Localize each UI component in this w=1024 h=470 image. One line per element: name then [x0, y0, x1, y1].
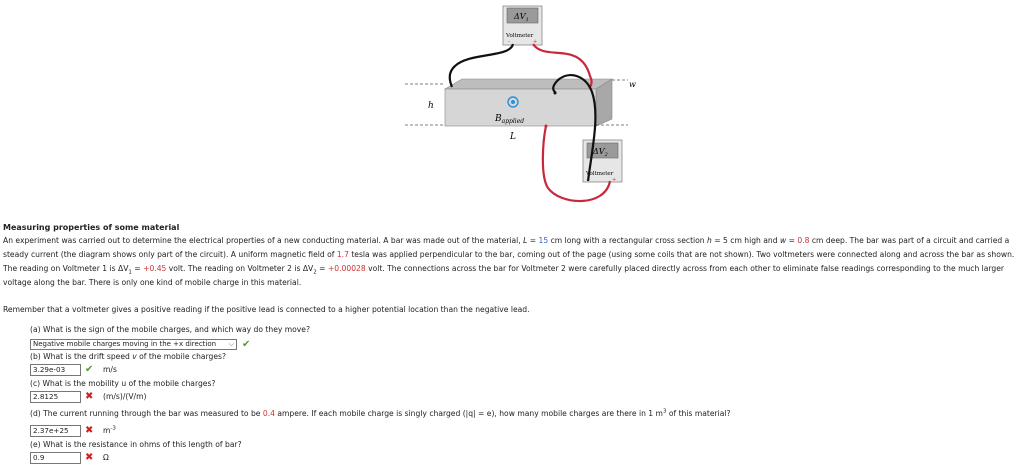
answer-e-input[interactable]: 0.9: [30, 452, 81, 464]
h-label: h: [428, 101, 434, 111]
check-icon: ✔: [242, 339, 251, 350]
answer-b-input[interactable]: 3.29e-03: [30, 364, 81, 376]
answer-b-unit: m/s: [103, 365, 117, 374]
w-label: w: [629, 80, 636, 89]
problem-title: Measuring properties of some material: [3, 223, 180, 232]
voltmeter-1-reading: $\Delta V_1$: [514, 12, 529, 23]
cross-icon: ✖: [85, 425, 94, 436]
question-b: (b) What is the drift speed v of the mobile charges?: [30, 352, 227, 361]
question-e: (e) What is the resistance in ohms of this length of bar?: [30, 440, 242, 449]
svg-text:+: +: [612, 177, 617, 183]
b-field-dot: [511, 100, 515, 104]
L-label: L: [510, 132, 516, 142]
svg-text:+: +: [533, 39, 538, 45]
answer-d-input[interactable]: 2.37e+25: [30, 425, 81, 437]
remember-note: Remember that a voltmeter gives a positive reading if the positive lead is connected to a higher potential location than the negative lead.: [3, 305, 530, 314]
check-icon: ✔: [85, 364, 94, 375]
voltmeter-1-caption: Voltmeter: [506, 33, 534, 39]
cross-icon: ✖: [85, 452, 94, 463]
voltmeter-2-caption: Voltmeter: [586, 171, 614, 177]
voltmeter-2-reading: $\Delta V_2$: [593, 147, 608, 158]
problem-description: An experiment was carried out to determine the electrical properties of a new conducting material. A bar was made out of the material, L = 15 cm long with a rectangular cross section h = 5 cm high and w = 0.8 cm deep. The bar was part of a circuit and carried a steady current (the diagram shows only part of the circuit). A uniform magnetic field of 1.7 tesla was applied perpendicular to the bar, coming out of the page (using some coils that are not shown). Two voltmeters were connected along and across the bar as shown. The reading on Voltmeter 1 is $\Delta V_1 = +0.45$ volt. The reading on Voltmeter 2 is $\Delta V_2 = +0.00028$ volt. The connections across the bar for Voltmeter 2 were carefully placed directly across from each other to eliminate false readings corresponding to the much larger voltage along the bar. There is only one kind of mobile charge in this material.: [3, 236, 1015, 287]
cross-icon: ✖: [85, 391, 94, 402]
question-d: (d) The current running through the bar was measured to be 0.4 ampere. If each mobile charge is singly charged (|q| = e), how many mobile charges are there in 1 $m^3$ of this material?: [30, 408, 731, 418]
svg-text:-: -: [588, 177, 590, 183]
answer-d-unit: $m^{-3}$: [103, 425, 116, 435]
question-a: (a) What is the sign of the mobile charges, and which way do they move?: [30, 325, 311, 334]
bar-voltmeter-diagram: [0, 0, 1024, 215]
svg-text:-: -: [508, 39, 510, 45]
answer-c-input[interactable]: 2.8125: [30, 391, 81, 403]
b-label: $B_{applied}$: [495, 114, 525, 125]
question-c: (c) What is the mobility u of the mobile charges?: [30, 379, 216, 388]
voltmeter-1: [503, 6, 542, 45]
answer-e-unit: Ω: [103, 453, 109, 462]
chevron-down-icon: ⌵: [228, 340, 234, 348]
answer-a-select[interactable]: Negative mobile charges moving in the +x direction ⌵: [30, 339, 237, 350]
answer-c-unit: (m/s)/(V/m): [103, 392, 147, 401]
